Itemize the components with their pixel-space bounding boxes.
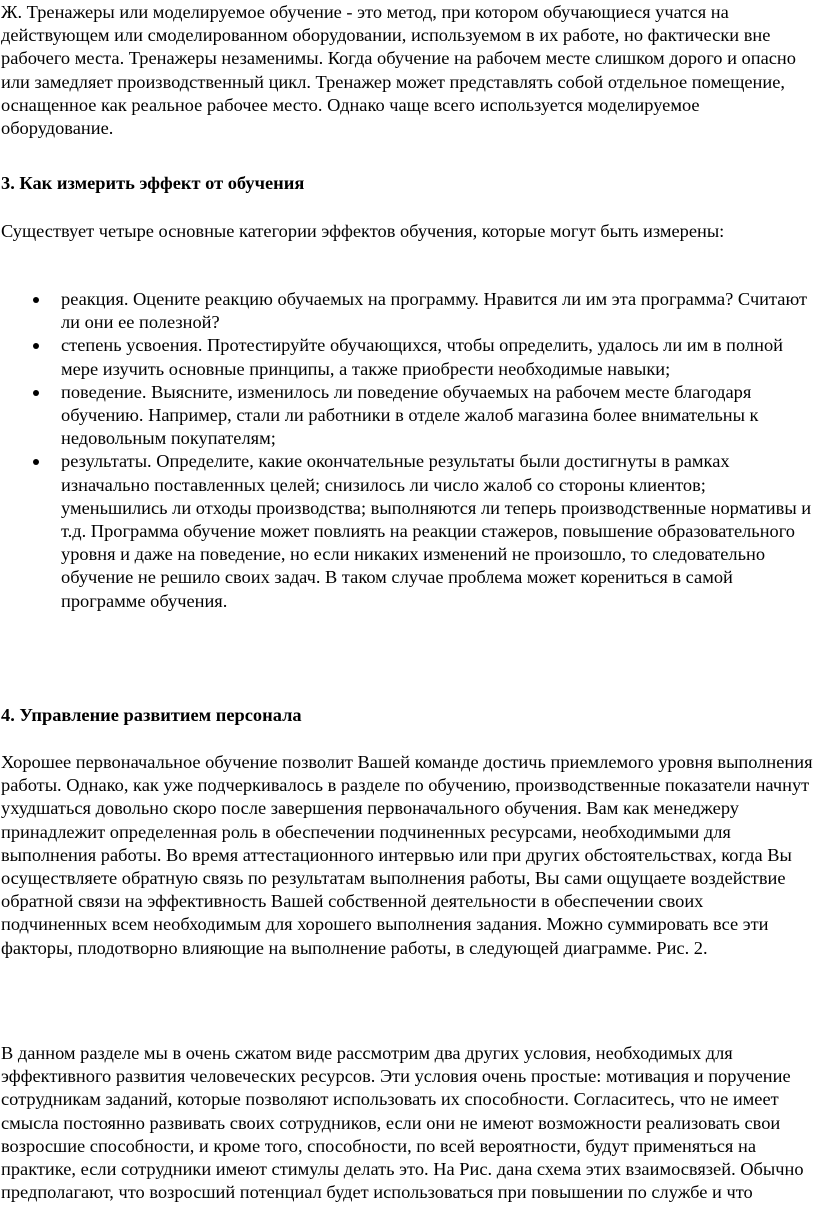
- section-3-intro: Существует четыре основные категории эффектов обучения, которые могут быть измерены:: [1, 221, 725, 241]
- list-item-text: реакция. Оцените реакцию обучаемых на программу. Нравится ли им эта программа? Считают ли они ее полезной?: [61, 289, 807, 333]
- bullet-icon: [33, 297, 39, 303]
- bullet-icon: [33, 390, 39, 396]
- bullet-icon: [33, 459, 39, 465]
- section-4-paragraph-1: Хорошее первоначальное обучение позволит Вашей команде достичь приемлемого уровня выполнения работы. Однако, как уже подчеркивалось в разделе по обучению, производственные показатели начнут ухудшаться довольно скоро после завершения первоначального обучения. Вам как менеджеру принадлежит определенная роль в обеспечении подчиненных ресурсами, необходимыми для выполнения работы. Во время аттестационного интервью или при других обстоятельствах, когда Вы осуществляете обратную связь по результатам выполнения работы, Вы сами ощущаете воздействие обратной связи на эффективность Вашей собственной деятельности в обеспечении своих подчиненных всем необходимым для хорошего выполнения задания. Можно суммировать все эти факторы, плодотворно влияющие на выполнение работы, в следующей диаграмме. Рис. 2.: [1, 752, 813, 958]
- list-item-text: результаты. Определите, какие окончательные результаты были достигнуты в рамках изначально поставленных целей; снизилось ли число жалоб со стороны клиентов; уменьшились ли отходы производства; выполняются ли теперь производственные нормативы и т.д. Программа обучение может повлиять на реакции стажеров, повышение образовательного уровня и даже на поведение, но если никаких изменений не произошло, то следовательно обучение не решило своих задач. В таком случае проблема может корениться в самой программе обучения.: [61, 451, 812, 611]
- section-3-heading: 3. Как измерить эффект от обучения: [1, 173, 305, 193]
- bullet-icon: [33, 343, 39, 349]
- list-item-learning: [0, 334, 814, 380]
- section-4-paragraph-2: В данном разделе мы в очень сжатом виде рассмотрим два других условия, необходимых для эффективного развития человеческих ресурсов. Эти условия очень простые: мотивация и поручение сотрудникам заданий, которые позволяют использовать их способности. Согласитесь, что не имеет смысла постоянно развивать своих сотрудников, если они не имеют возможности реализовать свои возросшие способности, и кроме того, способности, по всей вероятности, будут применяться на практике, если сотрудники имеют стимулы делать это. На Рис. дана схема этих взаимосвязей. Обычно предполагают, что возросший потенциал будет использоваться при повышении по службе и что: [1, 1043, 804, 1203]
- list-item-behavior: [0, 381, 814, 451]
- list-item-text: поведение. Выясните, изменилось ли поведение обучаемых на рабочем месте благодаря обучению. Например, стали ли работники в отделе жалоб магазина более внимательны к недовольным покупателям;: [61, 381, 759, 449]
- section-4-heading: 4. Управление развитием персонала: [1, 705, 302, 725]
- list-item-results: [0, 450, 814, 612]
- intro-paragraph: Ж. Тренажеры или моделируемое обучение - это метод, при котором обучающиеся учатся на действующем или смоделированном оборудовании, используемом в их работе, но фактически вне рабочего места. Тренажеры незаменимы. Когда обучение на рабочем месте слишком дорого и опасно или замедляет производственный цикл. Тренажер может представлять собой отдельное помещение, оснащенное как реальное рабочее место. Однако чаще всего используется моделируемое оборудование.: [1, 2, 796, 139]
- effects-list: [0, 288, 814, 613]
- list-item-text: степень усвоения. Протестируйте обучающихся, чтобы определить, удалось ли им в полной мере изучить основные принципы, а также приобрести необходимые навыки;: [61, 335, 784, 379]
- list-item-reaction: [0, 288, 814, 334]
